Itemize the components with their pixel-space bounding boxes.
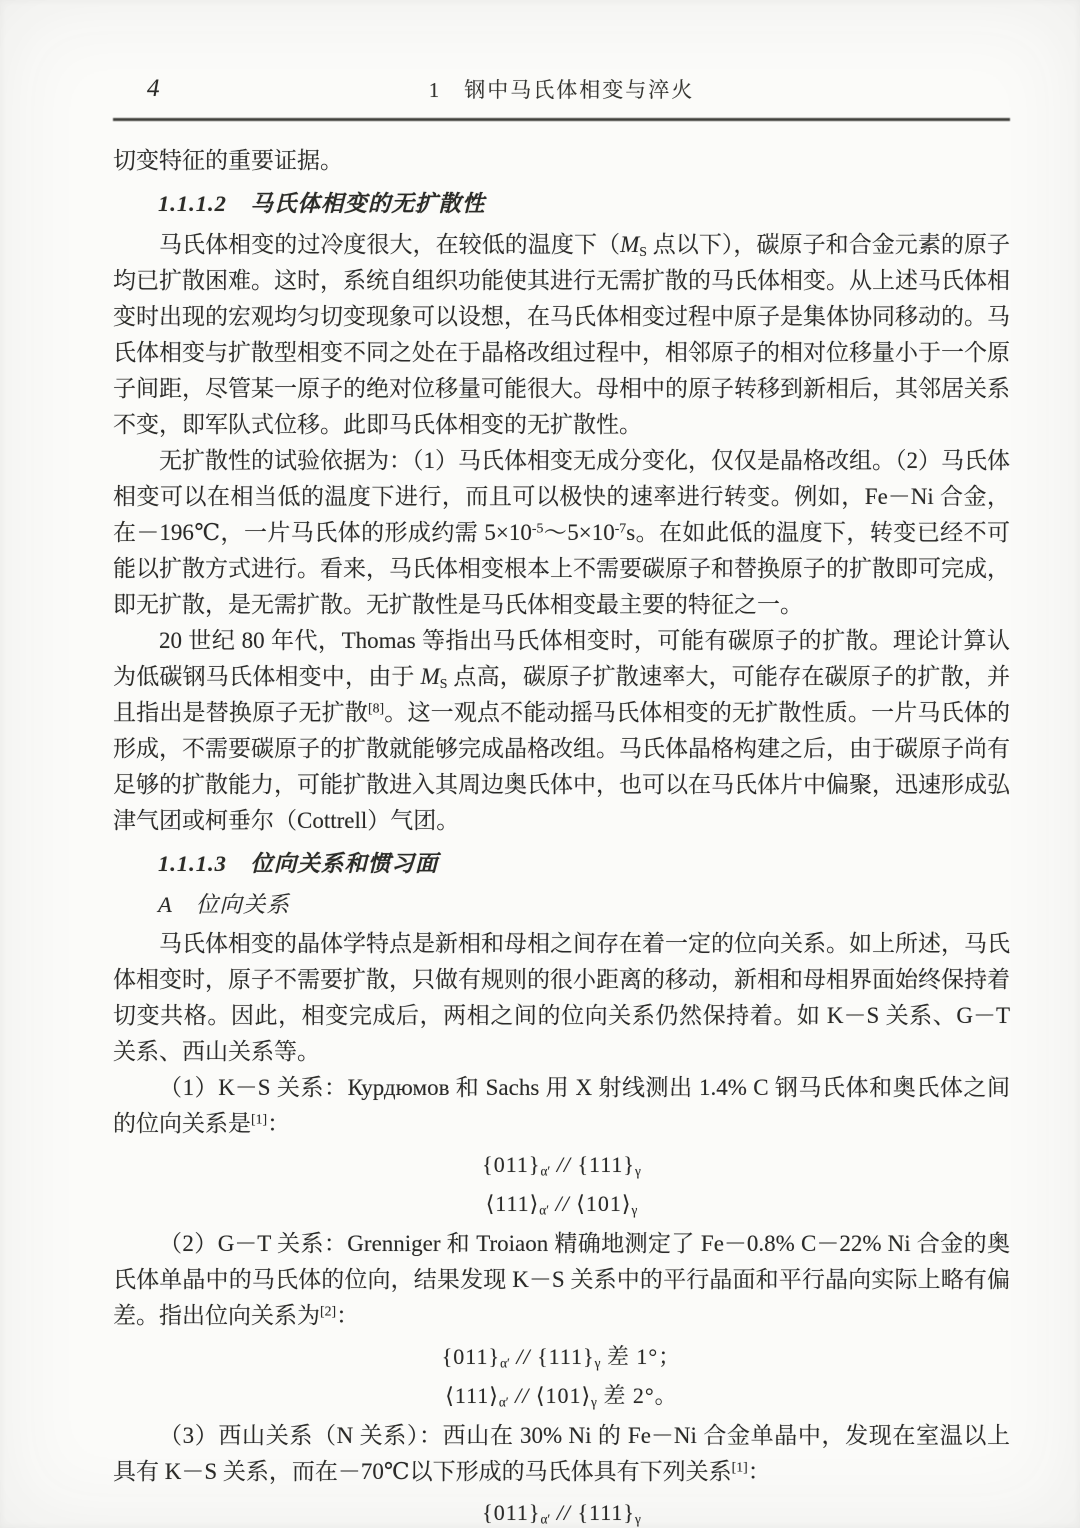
paragraph-nishiyama-relation: （3）西山关系（N 关系）：西山在 30% Ni 的 Fe－Ni 合金单晶中，发现在室温以上具有 K－S 关系，而在－70℃以下形成的马氏体具有下列关系[1]： [113, 1423, 1010, 1484]
section-heading-1-1-1-3: 1.1.1.3 位向关系和惯习面 [158, 851, 439, 876]
paragraph-supercooling: 马氏体相变的过冷度很大，在较低的温度下（$M_S$ 点以下），碳原子和合金元素的原子均已扩散困难。这时，系统自组织功能使其进行无需扩散的马氏体相变。从上述马氏体相变时出现的宏观均匀切变现象可以设想，在马氏体相变过程中原子是集体协同移动的。马氏体相变与扩散型相变不同之处在于晶格改组过程中，相邻原子的相对位移量小于一个原子间距，尽管某一原子的绝对位移量可能很大。母相中的原子转移到新相后，其邻居关系不变，即军队式位移。此即马氏体相变的无扩散性。 [113, 232, 1011, 437]
formula-gt-direction: $⟨111⟩_{\alpha'}$ // $⟨101⟩_\gamma$ 差 2°。 [445, 1383, 678, 1410]
paragraph-ks-relation: （1）K－S 关系：Курдюмов 和 Sachs 用 X 射线测出 1.4% C 钢马氏体和奥氏体之间的位向关系是[1]： [113, 1075, 1010, 1136]
formula-nishiyama-plane: $\{011\}_{\alpha'} // \{111\}_\gamma$ [482, 1500, 641, 1527]
paragraph-orientation-relationship: 马氏体相变的晶体学特点是新相和母相之间存在着一定的位向关系。如上所述，马氏体相变时，原子不需要扩散，只做有规则的很小距离的移动，新相和母相界面始终保持着切变共格。因此，相变完成后，两相之间的位向关系仍然保持着。如 K－S 关系、G－T 关系、西山关系等。 [113, 931, 1010, 1064]
page-number: 4 [147, 75, 160, 102]
intro-continuation-line: 切变特征的重要证据。 [113, 148, 343, 173]
section-heading-1-1-1-2: 1.1.1.2 马氏体相变的无扩散性 [158, 191, 486, 216]
paragraph-gt-relation: （2）G－T 关系：Grenniger 和 Troiaon 精确地测定了 Fe－0.8% C－22% Ni 合金的奥氏体单晶中的马氏体的位向，结果发现 K－S 关系中的平行晶面和平行晶向实际上略有偏差。指出位向关系为[2]： [113, 1231, 1010, 1328]
formula-gt-plane: $\{011\}_{\alpha'} // \{111\}_\gamma$ 差 1°； [441, 1344, 682, 1371]
page-header [113, 74, 1010, 108]
page-body [113, 143, 1010, 1528]
subsection-heading-a-orientation: A 位向关系 [158, 892, 290, 917]
formula-ks-direction: $⟨111⟩_{\alpha'}$ // $⟨101⟩_\gamma$ [485, 1191, 638, 1218]
paragraph-diffusionless-evidence: 无扩散性的试验依据为：（1）马氏体相变无成分变化，仅仅是晶格改组。（2）马氏体相变可以在相当低的温度下进行，而且可以极快的速率进行转变。例如，Fe－Ni 合金，在－196℃，一片马氏体的形成约需 $5\times 10^{-5}\sim 5\times 10^{-7}s$。在如此低的温度下，转变已经不可能以扩散方式进行。看来，马氏体相变根本上不需要碳原子和替换原子的扩散即可完成，即无扩散，是无需扩散。无扩散性是马氏体相变最主要的特征之一。 [113, 448, 1010, 617]
formula-ks-plane: $\{011\}_{\alpha'} // \{111\}_\gamma$ [482, 1152, 641, 1179]
paragraph-thomas-carbon-diffusion: 20 世纪 80 年代，Thomas 等指出马氏体相变时，可能有碳原子的扩散。理论计算认为低碳钢马氏体相变中，由于 $M_S$ 点高，碳原子扩散速率大，可能存在碳原子的扩散，并且指出是替换原子无扩散[8]。这一观点不能动摇马氏体相变的无扩散性质。一片马氏体的形成，不需要碳原子的扩散就能够完成晶格改组。马氏体晶格构建之后，由于碳原子尚有足够的扩散能力，可能扩散进入其周边奥氏体中，也可以在马氏体片中偏聚，迅速形成弘津气团或柯垂尔（Cottrell）气团。 [113, 628, 1011, 833]
chapter-running-title: 1 钢中马氏体相变与淬火 [428, 78, 695, 102]
header-rule [113, 118, 1010, 121]
